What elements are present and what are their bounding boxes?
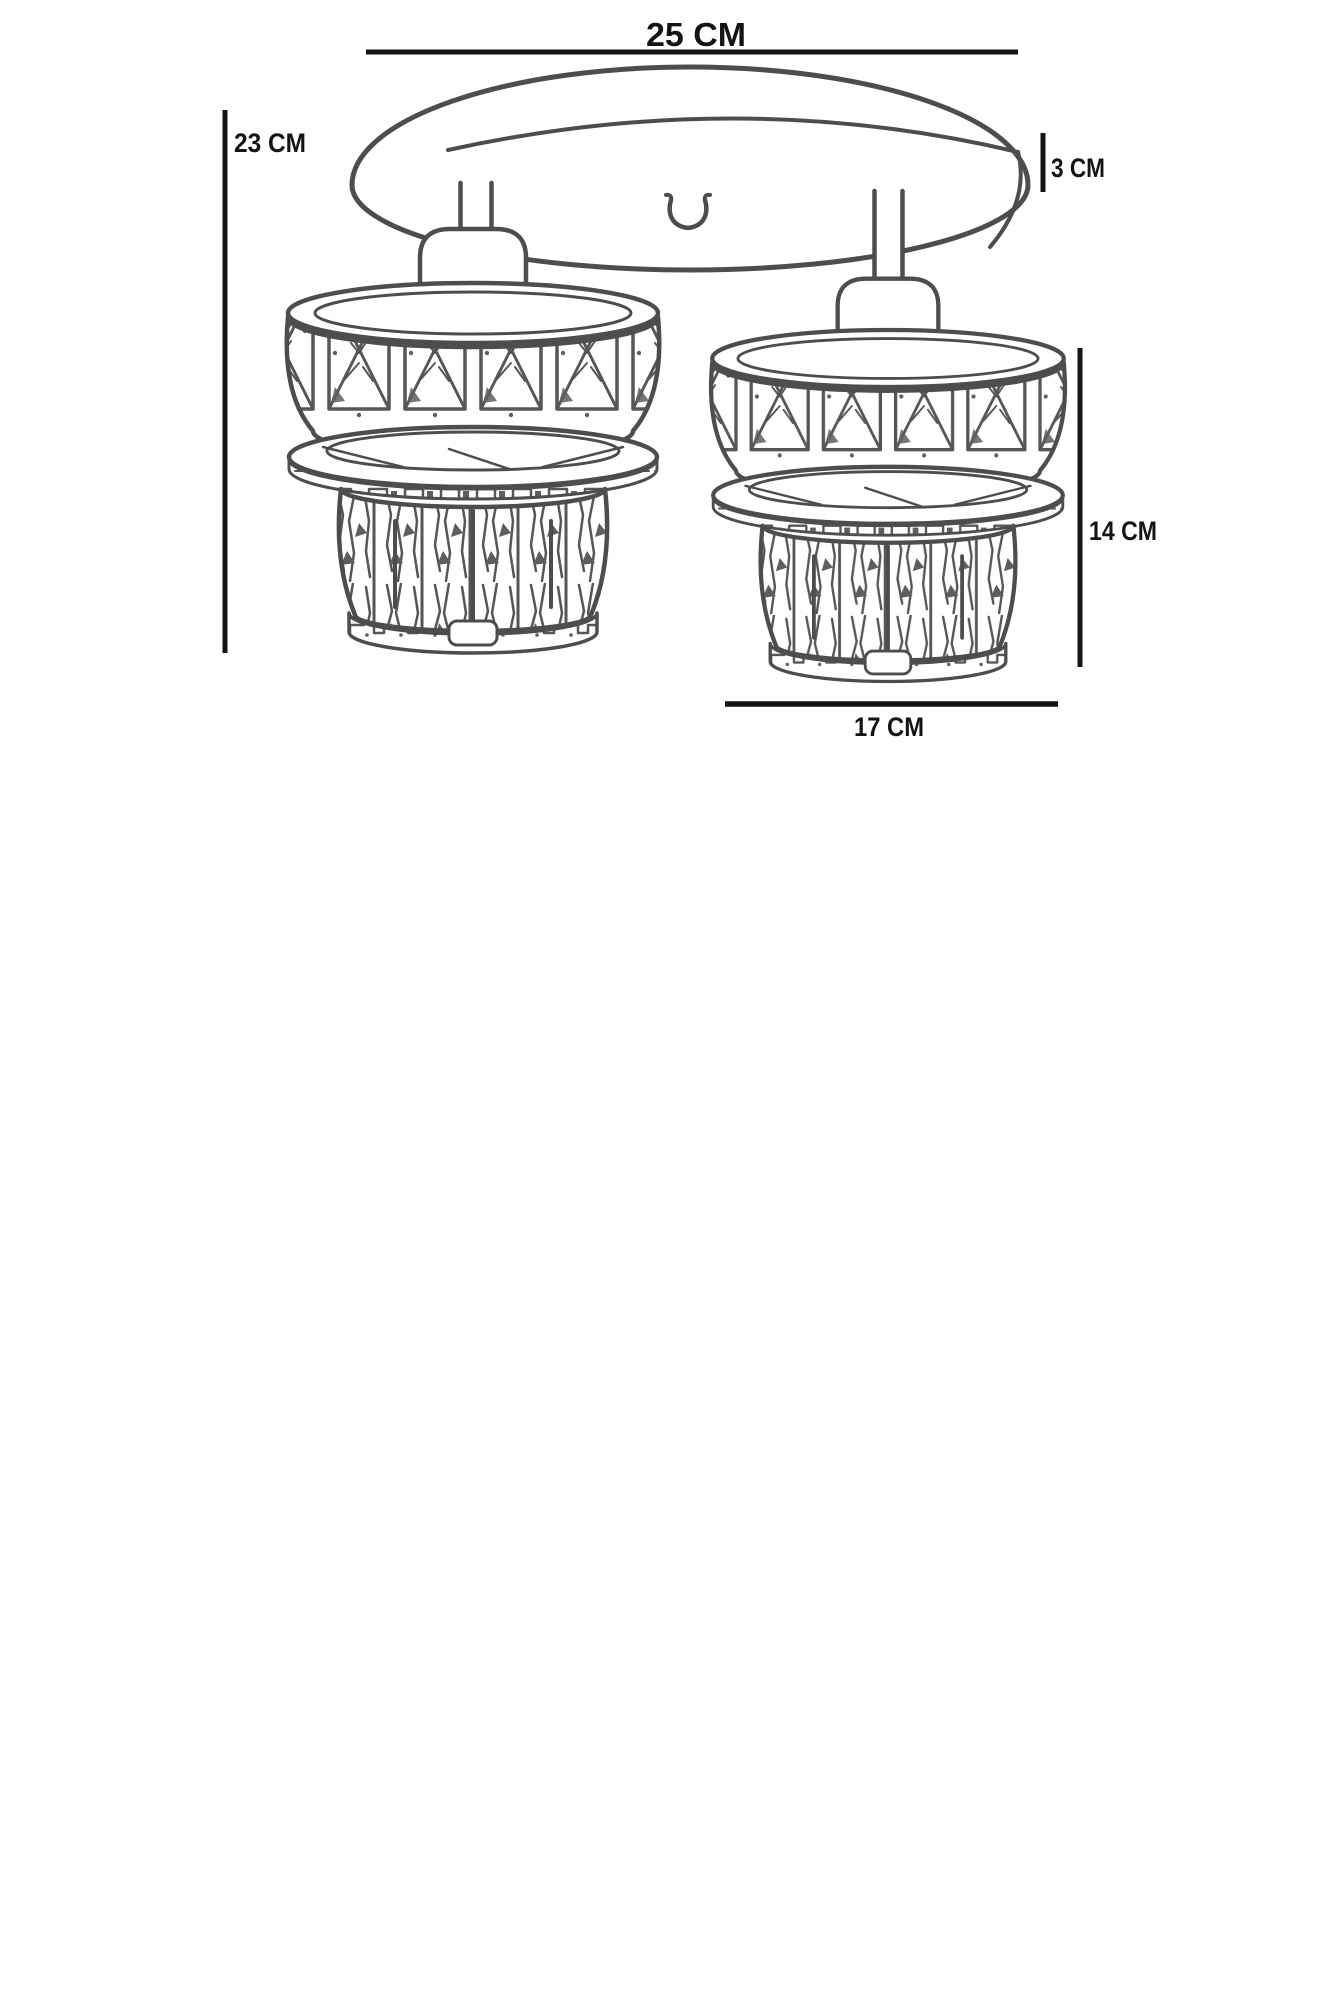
left-crystal-shade	[287, 229, 660, 653]
dimension-canopy-width	[366, 16, 1018, 53]
dim-label-25cm: 25 CM	[646, 16, 746, 53]
right-crystal-shade	[711, 279, 1065, 682]
dim-label-3cm: 3 CM	[1051, 153, 1105, 183]
dimension-canopy-thickness	[1043, 133, 1105, 192]
dimension-shade-width	[725, 704, 1058, 742]
dim-label-17cm: 17 CM	[854, 712, 924, 742]
dim-label-23cm: 23 CM	[234, 128, 306, 158]
dim-label-14cm: 14 CM	[1089, 516, 1157, 546]
right-stem	[875, 191, 903, 287]
dimension-shade-height	[1080, 348, 1157, 667]
